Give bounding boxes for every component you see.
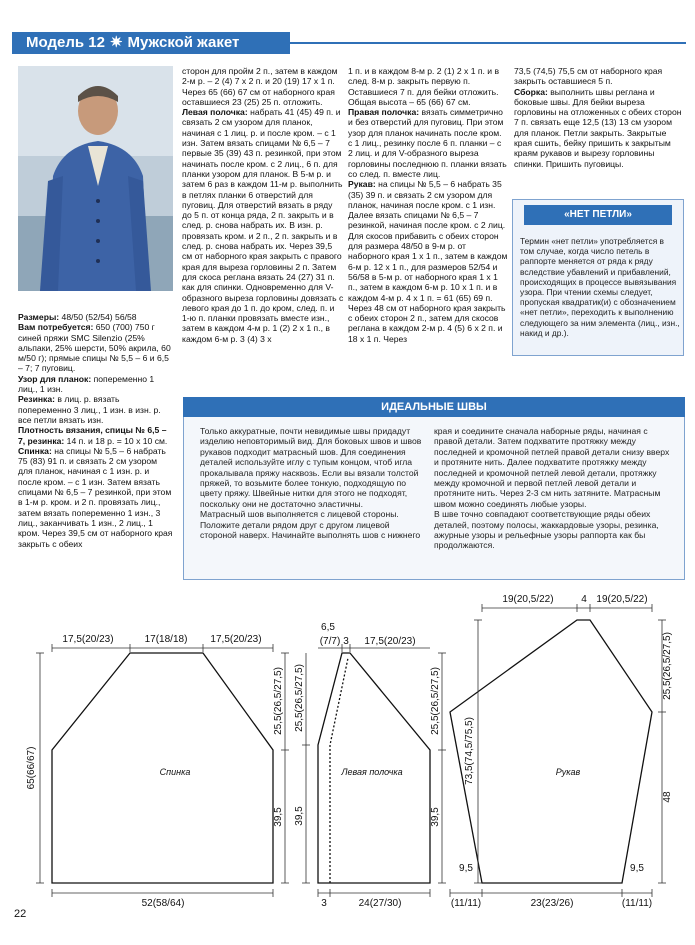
sleeve-top-right: 19(20,5/22): [596, 594, 648, 605]
perfect-seams-text-left: Только аккуратные, почти невидимые швы придадут изделию неповторимый вид. Для боковых швов и швов рукавов подходит матрасный шов. Для соединения деталей используйте иглу с тупым концом, чтоб игла прокалывала пряжу насквозь. Если вы вязали толстой пряжей, то возьмите более тонкую, подходящую по цвету пряжу. Швейные нитки для этого не подходят, поскольку они не достаточно эластичны. Матрасный шов выполняется с лицевой стороны. Положите детали рядом друг с другом лицевой стороной наверх. Начинайте выполнять шов с нижнего: [200, 426, 422, 541]
sleeve-right-lower: 48: [662, 791, 673, 803]
sleeve-bottom-right: 9,5: [630, 863, 644, 874]
sleeve-left-height: 73,5(74,5/75,5): [464, 717, 475, 785]
front-name: Левая полочка: [341, 767, 403, 777]
materials-label: Вам потребуется:: [18, 322, 94, 333]
model-photo: [18, 66, 173, 291]
left-front-label: Левая полочка:: [182, 107, 248, 118]
right-front-label: Правая полочка:: [348, 107, 420, 118]
sleeve-bottom-right-2: (11/11): [621, 898, 653, 909]
back-top-mid: 17(18/18): [144, 634, 188, 645]
right-front-value: вязать симметрично и без отверстий для пуговиц. При этом узор для планок начинать после кром. с 1 лиц., резинку после 6 п. планки – с 2 лиц. и для V-образного выреза горловины последнюю п. планки вязать со след. п. вместе лиц.: [348, 107, 507, 179]
model-header: [12, 32, 290, 54]
back-label: Спинка:: [18, 445, 52, 456]
sleeve-name: Рукав: [555, 767, 581, 777]
materials-value: 650 (700) 750 г синей пряжи SMC Silenzio (25% альпаки, 25% шерсти, 50% акрила, 60 м/50 г); прямые спицы № 5,5 – 6 и 6,5 – 7; 7 пуговиц.: [18, 322, 171, 374]
front-top-c: 3: [343, 636, 349, 647]
pattern-diagrams: [0, 590, 695, 910]
sleeve-continued: 73,5 (74,5) 75,5 см от наборного края закрыть оставшиеся 5 п.: [514, 66, 663, 87]
front-bottom-a: 3: [321, 898, 327, 909]
model-number: Модель 12: [26, 34, 105, 51]
page-number: 22: [14, 908, 27, 920]
perfect-seams-text-right: края и соедините сначала наборные ряды, начиная с правой детали. Затем подхватите протяжку между последней и кромочной петлей правой детали снизу вверх и протяните нить. Далее подхватите протяжку между последней и кромочной петлей левой детали, протяжку между кромочной и первой петлей левой детали и протяните нить. Через 2-3 см нить затяните. Матрасным швом можно соединять любые узоры. В шве точно совпадают соответствующие ряды обеих деталей, поэтому полосы, жаккардовые узоры, резинка, ажурные узоры и рельефные узоры раппорта как бы продолжаются.: [434, 426, 670, 551]
front-bottom-b: 24(27/30): [358, 898, 402, 909]
back-top-right: 17,5(20/23): [210, 634, 262, 645]
sleeve-value: на спицы № 5,5 – 6 набрать 35 (35) 39 п. и связать 2 см узором для планок, начиная после кром. с 1 изн. Далее вязать спицами № 6,5 – 7 резинкой, начиная после кром. с 2 лиц. Для скосов прибавить с обеих сторон для размера 48/50 в 9-м р. от наборного края 1 x 1 п., затем в каждом 6-м р. 12 x 1 п., для размеров 52/54 и 56/58 в 5-м р. от наборного края 1 x 1 п., затем в каждом 6-м р. 10 x 1 п. и в каждом 4-м р. 4 x 1 п. = 61 (65) 69 п. Через 48 см от наборного края закрыть с обеих сторон 2 п., затем для скосов реглана в каждом 2-м р. 4 (5) 6 x 2 п. и 18 x 1 п. Через: [348, 179, 508, 344]
back-right-lower: 39,5: [273, 807, 284, 827]
rib-value: в лиц. р. вязать попеременно 3 лиц., 1 изн. в изн. р. все петли вязать изн.: [18, 394, 161, 425]
left-front-continued: 1 п. и в каждом 8-м р. 2 (1) 2 x 1 п. и в след. 8-м р. закрыть первую п. Оставшиеся 7 п. для бейки отложить. Общая высота – 65 (66) 67 см.: [348, 66, 500, 107]
sleeve-right-upper: 25,5(26,5/27,5): [662, 632, 673, 700]
sizes-label: Размеры:: [18, 312, 60, 322]
man-in-cardigan-illustration: [18, 66, 173, 291]
gauge-label: Плотность вязания, спицы № 6,5 – 7, резинка:: [18, 425, 167, 446]
back-left-height: 65(66/67): [26, 746, 37, 790]
back-continued: сторон для пройм 2 п., затем в каждом 2-м р. – 2 (4) 7 x 2 п. и 20 (19) 17 x 1 п. Через 65 (66) 67 см от наборного края оставшиеся 23 (25) 25 п. отложить.: [182, 66, 338, 107]
rib-label: Резинка:: [18, 394, 55, 405]
back-bottom: 52(58/64): [141, 898, 185, 909]
back-name: Спинка: [159, 767, 191, 777]
front-top-a: 6,5: [321, 622, 335, 633]
front-top-d: 17,5(20/23): [364, 636, 416, 647]
sleeve-bottom-mid: 23(23/26): [530, 898, 574, 909]
front-right-lower: 39,5: [430, 807, 441, 827]
star-icon: ✷: [109, 34, 123, 51]
sleeve-top-left: 19(20,5/22): [502, 594, 554, 605]
front-left-upper: 25,5(26,5/27,5): [294, 664, 305, 732]
column-3-text: [348, 66, 508, 344]
column-4-text: [514, 66, 684, 169]
model-title: Мужской жакет: [127, 34, 240, 51]
back-value: на спицы № 5,5 – 6 набрать 75 (83) 91 п. и связать 2 см узором для планок, начиная с 1 изн. р. и после кром. – с 1 изн. Затем вязать спицами № 6,5 – 7 резинкой, при этом в 1-м р. кром. и 2 п. провязать лиц., затем вязать попеременно 1 изн., 3 лиц., заканчивать 1 изн., 2 лиц., 1 кром. Через 39,5 см от наборного края закрыть с обеих: [18, 445, 173, 549]
no-stitch-title: «НЕТ ПЕТЛИ»: [524, 205, 672, 225]
band-pattern-label: Узор для планок:: [18, 373, 92, 384]
sleeve-bottom-left-2: (11/11): [450, 898, 482, 909]
band-pattern-value: попеременно 1 лиц., 1 изн.: [18, 373, 155, 395]
front-right-upper: 25,5(26,5/27,5): [430, 667, 441, 735]
sleeve-shape: [450, 620, 652, 883]
column-2-text: [182, 66, 344, 344]
left-front-value: набрать 41 (45) 49 п. и связать 2 см узором для планок, начиная с 1 лиц. р. и после кром. – с 1 изн. Затем вязать спицами № 6,5 – 7 первые 35 (39) 43 п. резинкой, при этом начинать после кром. с 2 лиц., 6 п. для планки узором для планок. В 5-м р. и затем 6 раз в каждом 11-м р. выполнить в петлях планки 6 отверстий для пуговиц. Для отверстий вязать в ряду до 5 п. от конца ряда, 2 п. закрыть и в след. р. снова набрать их. В изн. р. провязать кром. и 2 п., 2 п. закрыть и в след. р. снова набрать их. Через 39,5 см от наборного края закрыть с правого края для выреза горловины 2 п. Затем для скоса реглана вязать 24 (27) 31 п. как для спинки. Одновременно для V-образного выреза горловины довязать с левого края до 1 п. до кром, след. п. и 1-ю п. планки провязать вместе изн., затем в каждом 4-м р. 1 (2) 2 x 1 п., в каждом 6-м р. 3 (4) 3 x: [182, 107, 344, 344]
assembly-label: Сборка:: [514, 86, 548, 97]
front-left-lower: 39,5: [294, 806, 305, 826]
header-rule: [290, 42, 686, 44]
gauge-value: 14 п. и 18 р. = 10 х 10 см.: [64, 435, 168, 446]
back-right-upper: 25,5(26,5/27,5): [273, 667, 284, 735]
assembly-value: выполнить швы реглана и боковые швы. Для бейки выреза горловины на отложенных с обеих сторон 7 п. связать еще 12,5 (13) 13 см узором для планок. Петли закрыть. Закрытые края сшить, бейку пришить к закрытым краям рукавов и вырезу горловины спинки. Пришить пуговицы.: [514, 86, 682, 169]
sleeve-bottom-left: 9,5: [459, 863, 473, 874]
no-stitch-text: Термин «нет петли» употребляется в том случае, когда число петель в раппорте меняется от ряда к ряду вследствие убавлений и прибавлений, происходящих в процессе вывязывания узора. При чтении схемы следует, пропуская квадратик(и) с обозначением «нет петли», переходить к выполнению следующего за ним элемента (лиц., изн., накид и др.).: [520, 236, 680, 338]
perfect-seams-title: ИДЕАЛЬНЫЕ ШВЫ: [183, 397, 685, 417]
back-top-left: 17,5(20/23): [62, 634, 114, 645]
sleeve-label: Рукав:: [348, 179, 376, 190]
sleeve-top-mid: 4: [581, 594, 587, 605]
front-top-b: (7/7): [319, 636, 341, 647]
sizes-value: 48/50 (52/54) 56/58: [59, 312, 137, 322]
left-column-text: [18, 312, 174, 549]
